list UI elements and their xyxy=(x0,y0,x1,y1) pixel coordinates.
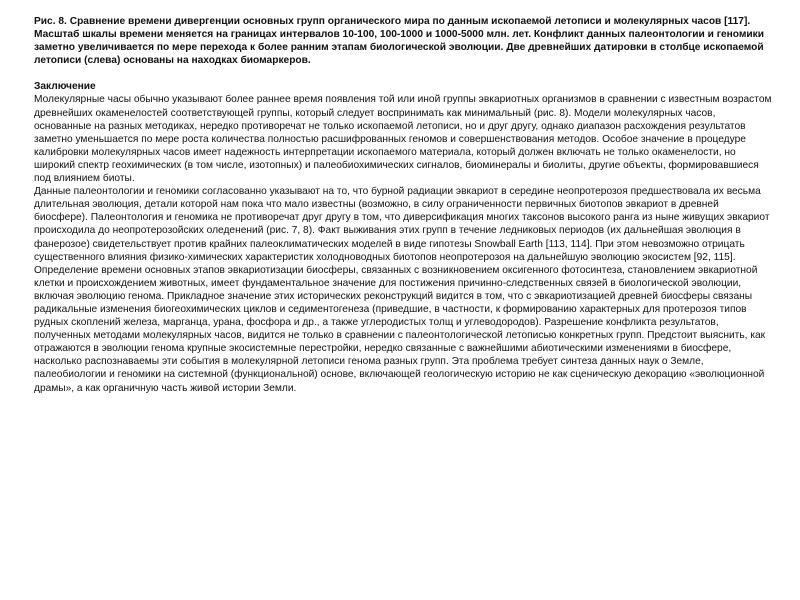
spacer xyxy=(34,67,774,80)
paragraph-3: Определение времени основных этапов эвкариотизации биосферы, связанных с возникновением оксигенного фотосинтеза, становлением эвкариотной клетки и происхождением животных, имеет фундаментальное значение для постижения причинно-следственных связей в биологической эволюции, включая эволюцию генома. Прикладное значение этих исторических реконструкций видится в том, что с эвкариотизацией древней биосферы связаны радикальные изменения биогеохимических циклов и седиментогенеза (приведшие, в частности, к формированию характерных для протерозоя типов рудных скоплений железа, марганца, урана, фосфора и др., а также углеродистых толщ и углеводородов). Разрешение конфликта результатов, полученных методами молекулярных часов, видится не только в сравнении с палеонтологической летописью конкретных групп. Предстоит выяснить, как отражаются в эволюции генома крупные экосистемные перестройки, нередко связанные с важнейшими абиотическими изменениями в биосфере, насколько распознаваемы эти события в молекулярной летописи генома разных групп. Эта проблема требует синтеза данных наук о Земле, палеобиологии и геномики на системной (функциональной) основе, включающей геологическую историю не как сценическую декорацию «эволюционной драмы», а как органичную часть живой истории Земли. xyxy=(34,264,766,394)
paragraph-2: Данные палеонтологии и геномики согласованно указывают на то, что бурной радиации эвкариот в середине неопротерозоя предшествовала их весьма длительная эволюция, детали которой нам пока что мало известны (возможно, в силу ограниченности первичных биотопов эвкариот в древней биосфере). Палеонтология и геномика не противоречат друг другу в том, что диверсификация многих таксонов высокого ранга из ныне живущих эвкариот происходила до неопротерозойских оледенений (рис. 7, 8). Факт выживания этих групп в течение ледниковых периодов (их дальнейшая эволюция в фанерозое) свидетельствует против крайних палеоклиматических моделей в виде гипотезы Snowball Earth [113, 114]. При этом невозможно отрицать существенного влияния физико-химических характеристик холодноводных биотопов неопротерозоя на дальнейшую эволюцию экосистем [92, 115]. xyxy=(34,186,770,263)
paragraph-1: Молекулярные часы обычно указывают более раннее время появления той или иной группы эвкариотных организмов в сравнении с известным возрастом древнейших окаменелостей соответствующей группы, который следует воспринимать как минимальный (рис. 8). Модели молекулярных часов, основанные на разных методиках, нередко противоречат не только ископаемой летописи, но и друг другу, однако диапазон расхождения результатов заметно уменьшается по мере роста количества полностью расшифрованных геномов и совершенствования методов. Особое значение в процедуре калибровки молекулярных часов имеет надежность интерпретации ископаемого материала, который должен включать не только окаменелости, но широкий спектр геохимических (в том числе, изотопных) и палеобиохимических сигналов, биоминералы и биолиты, другие объекты, формировавшиеся под влиянием биоты. xyxy=(34,94,772,185)
document-page xyxy=(34,15,774,395)
section-heading: Заключение xyxy=(34,81,96,93)
figure-caption: Рис. 8. Сравнение времени дивергенции основных групп органического мира по данным ископаемой летописи и молекулярных часов [117]. Масштаб шкалы времени меняется на границах интервалов 10-100, 100-1000 и 1000-5000 млн. лет. Конфликт данных палеонтологии и геномики заметно увеличивается по мере перехода к более ранним этапам биологической эволюции. Две древнейших датировки в столбце ископаемой летописи (слева) основаны на находках биомаркеров. xyxy=(34,16,765,67)
